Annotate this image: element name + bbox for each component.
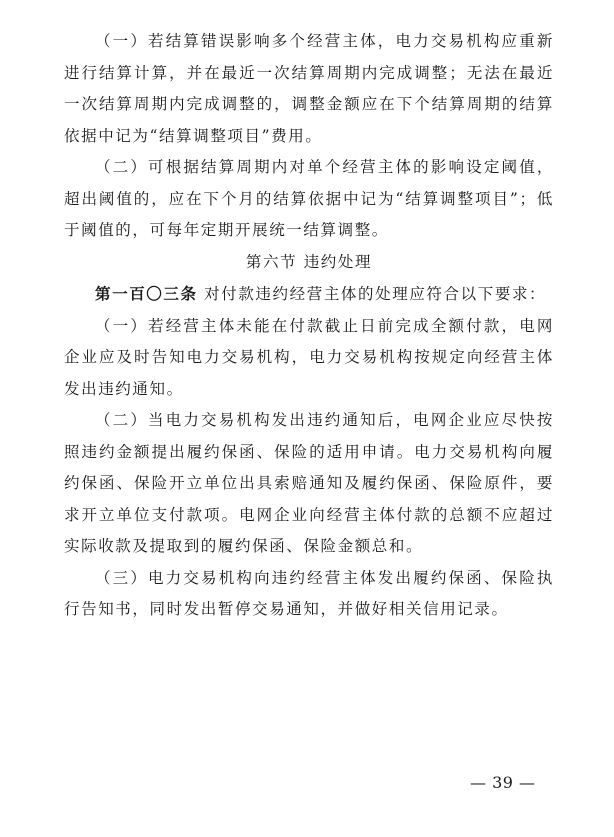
article-number: 第一百〇三条 — [95, 284, 198, 303]
paragraph-suspension-notice: （三）电力交易机构向违约经营主体发出履约保函、保险执行告知书，同时发出暂停交易通知，并做好相关信用记录。 — [64, 568, 554, 618]
section-title: 第六节 违约处理 — [245, 252, 373, 271]
paragraph-threshold: （二）可根据结算周期内对单个经营主体的影响设定阈值，超出阈值的，应在下个月的结算依据中记为“结算调整项目”；低于阈值的，可每年定期开展统一结算调整。 — [64, 158, 554, 239]
article-103 — [64, 278, 554, 311]
paragraph-settlement-error: （一）若结算错误影响多个经营主体，电力交易机构应重新进行结算计算，并在最近一次结算周期内完成调整；无法在最近一次结算周期内完成调整的，调整金额应在下个结算周期的结算依据中记为“结算调整项目”费用。 — [64, 32, 554, 145]
paragraph-violation-notice: （一）若经营主体未能在付款截止日前完成全额付款，电网企业应及时告知电力交易机构，电力交易机构按规定向经营主体发出违约通知。 — [64, 316, 554, 398]
document-page — [64, 26, 554, 626]
paragraph-guarantee-application: （二）当电力交易机构发出违约通知后，电网企业应尽快按照违约金额提出履约保函、保险的适用申请。电力交易机构向履约保函、保险开立单位出具索赔通知及履约保函、保险原件，要求开立单位支付款项。电网企业向经营主体付款的总额不应超过实际收款及提取到的履约保函、保险金额总和。 — [64, 411, 554, 555]
article-text: 对付款违约经营主体的处理应符合以下要求： — [197, 285, 547, 303]
page-number: — 39 — — [470, 773, 536, 792]
